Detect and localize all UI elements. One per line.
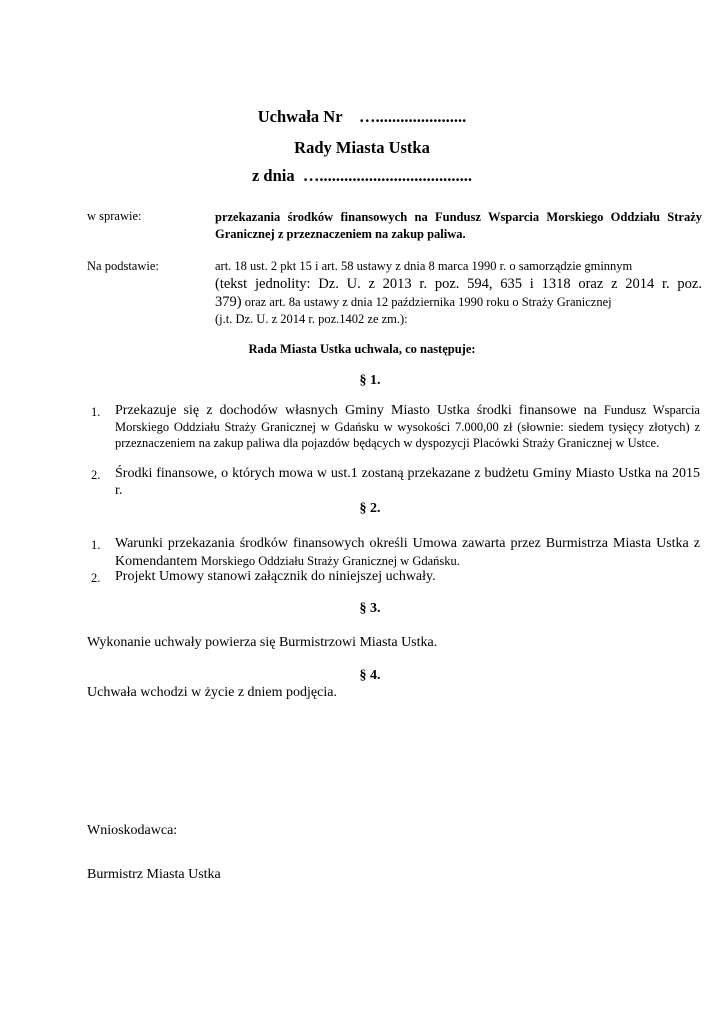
section-2-item-2: Projekt Umowy stanowi załącznik do niniejszej uchwały. [115,569,436,584]
section-1-item-2: Środki finansowe, o których mowa w ust.1 zostaną przekazane z budżetu Gminy Miasto Ustka na 2015 r. [115,466,700,498]
list-item-text: Morskiego Oddziału Straży Granicznej w Gdańsku. [200,554,460,568]
legal-basis-label: Na podstawie: [87,259,159,273]
legal-basis-line: (j.t. Dz. U. z 2014 r. poz.1402 ze zm.): [215,312,408,326]
resolution-number-placeholder: …...................... [359,107,467,126]
list-item-text: Warunki przekazania środków finansowych określi Umowa zawarta przez Burmistrza Miasta Ustka z Komendantem [115,536,700,569]
resolution-date-heading [0,166,724,186]
section-2-item-1 [115,534,700,570]
resolves-statement: Rada Miasta Ustka uchwala, co następuje: [248,342,476,356]
list-item-number: 1. [91,538,101,552]
legal-basis-line [215,293,702,311]
applicant-label: Wnioskodawca: [87,823,178,838]
list-item-number: 2. [91,468,101,482]
list-item-number: 2. [91,571,101,585]
resolution-number-label: Uchwała Nr [257,107,343,126]
resolution-number-heading [0,107,724,127]
legal-basis-fragment: 379) [215,294,242,310]
resolution-date-label: z dnia [251,166,295,185]
section-1-heading: § 1. [359,373,381,388]
legal-basis-fragment: oraz art. 8a ustawy z dnia 12 października 1990 roku o Straży Granicznej [241,295,612,309]
legal-basis-text [215,258,702,328]
legal-basis-line: (tekst jednolity: Dz. U. z 2013 r. poz. 594, 635 i 1318 oraz z 2014 r. poz. [215,276,702,292]
section-1-item-1 [115,402,700,451]
list-item-text: Fundusz Wsparcia Morskiego Oddziału Straży Granicznej w Gdańsku w wysokości 7.000,00 zł (słownie: siedem tysięcy złotych) z przeznaczeniem na zakup paliwa dla pojazdów będących w dyspozycji Placówki Straży Granicznej w Ustce. [115,403,700,450]
list-item-number: 1. [91,405,101,419]
applicant-name: Burmistrz Miasta Ustka [87,867,221,882]
section-4-text: Uchwała wchodzi w życie z dniem podjęcia. [87,685,337,700]
subject-text: przekazania środków finansowych na Fundusz Wsparcia Morskiego Oddziału Straży Granicznej z przeznaczeniem na zakup paliwa. [215,210,702,241]
subject-label: w sprawie: [87,209,142,223]
section-3-heading: § 3. [359,601,381,616]
section-2-heading: § 2. [359,501,381,516]
section-3-text: Wykonanie uchwały powierza się Burmistrzowi Miasta Ustka. [87,635,438,650]
resolution-date-placeholder: …..................................... [302,166,472,185]
council-heading: Rady Miasta Ustka [294,138,430,157]
legal-basis-line: art. 18 ust. 2 pkt 15 i art. 58 ustawy z dnia 8 marca 1990 r. o samorządzie gminnym [215,259,633,273]
section-4-heading: § 4. [359,668,381,683]
list-item-text: Przekazuje się z dochodów własnych Gminy Miasto Ustka środki finansowe na [115,403,604,418]
